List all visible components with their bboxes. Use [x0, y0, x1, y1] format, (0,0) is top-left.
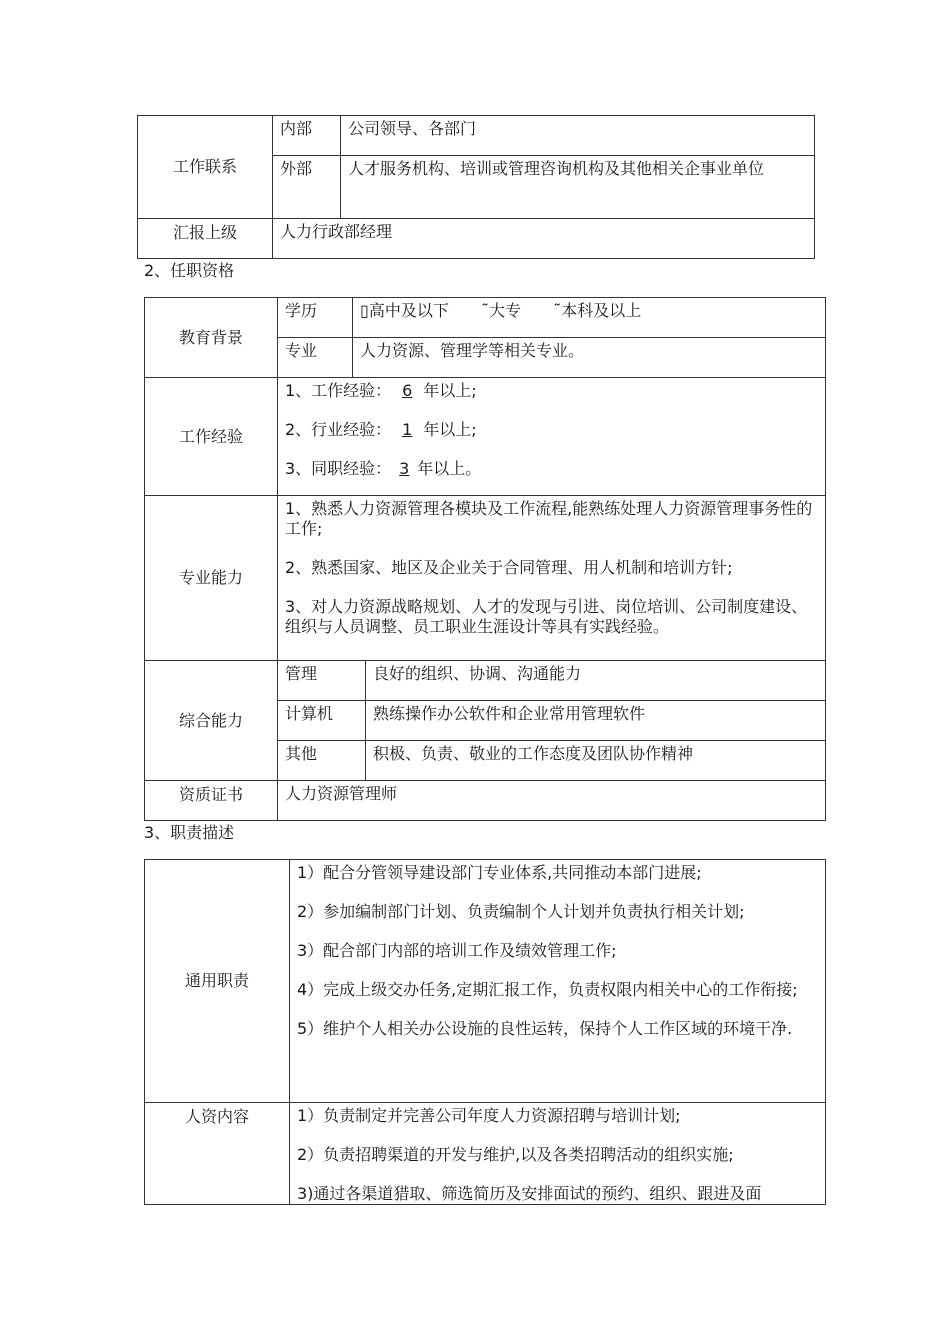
checkbox-icon: ˜: [553, 301, 562, 320]
comprehensive-row-value: 积极、负责、敬业的工作态度及团队协作精神: [366, 741, 826, 781]
major-label: 专业: [278, 338, 353, 378]
duty-item: 2）负责招聘渠道的开发与维护,以及各类招聘活动的组织实施;: [297, 1145, 734, 1164]
degree-option-3: 本科及以上: [561, 301, 642, 320]
hr-duties-label: 人资内容: [145, 1103, 290, 1205]
major-value: 人力资源、管理学等相关专业。: [353, 338, 826, 378]
external-value: 人才服务机构、培训或管理咨询机构及其他相关企事业单位: [341, 156, 815, 219]
checkbox-icon: ▯: [360, 301, 369, 320]
qualifications-table: [144, 297, 826, 821]
experience-item: 3、同职经验： 3 年以上。: [285, 459, 482, 478]
professional-label: 专业能力: [145, 496, 278, 661]
comprehensive-row-label: 计算机: [278, 701, 366, 741]
comprehensive-row-label: 管理: [278, 661, 366, 701]
contacts-label: 工作联系: [138, 116, 273, 219]
section3-heading: 3、职责描述: [144, 823, 235, 842]
comprehensive-row-label: 其他: [278, 741, 366, 781]
duty-item: 3）配合部门内部的培训工作及绩效管理工作;: [297, 941, 617, 960]
general-duties-label: 通用职责: [145, 860, 290, 1103]
degree-option-2: 大专: [489, 301, 522, 320]
professional-list: [278, 496, 826, 661]
duty-item: 3)通过各渠道猎取、筛选简历及安排面试的预约、组织、跟进及面: [297, 1184, 762, 1203]
duty-item: 1）配合分管领导建设部门专业体系,共同推动本部门进展;: [297, 863, 702, 882]
comprehensive-row-value: 良好的组织、协调、沟通能力: [366, 661, 826, 701]
duty-item: 5）维护个人相关办公设施的良性运转，保持个人工作区域的环境干净.: [297, 1019, 793, 1038]
duty-item: 1）负责制定并完善公司年度人力资源招聘与培训计划;: [297, 1106, 681, 1125]
experience-list: [278, 378, 826, 496]
professional-item: 2、熟悉国家、地区及企业关于合同管理、用人机制和培训方针;: [285, 558, 733, 577]
hr-duties-list: [290, 1103, 826, 1205]
duty-item: 2）参加编制部门计划、负责编制个人计划并负责执行相关计划;: [297, 902, 745, 921]
experience-item: 2、行业经验： 1 年以上;: [285, 420, 477, 439]
degree-label: 学历: [278, 298, 353, 338]
comprehensive-label: 综合能力: [145, 661, 278, 781]
experience-years: 3: [399, 459, 410, 478]
experience-label: 工作经验: [145, 378, 278, 496]
certificate-label: 资质证书: [145, 781, 278, 821]
internal-label: 内部: [273, 116, 341, 156]
external-label: 外部: [273, 156, 341, 219]
professional-item: 3、对人力资源战略规划、人才的发现与引进、岗位培训、公司制度建设、组织与人员调整、员工职业生涯设计等具有实践经验。: [285, 597, 808, 636]
report-label: 汇报上级: [138, 219, 273, 259]
experience-years: 6: [402, 381, 413, 400]
report-value: 人力行政部经理: [273, 219, 815, 259]
professional-item: 1、熟悉人力资源管理各模块及工作流程,能熟练处理人力资源管理事务性的工作;: [285, 499, 813, 538]
experience-item: 1、工作经验： 6 年以上;: [285, 381, 477, 400]
checkbox-icon: ˜: [481, 301, 490, 320]
comprehensive-row-value: 熟练操作办公软件和企业常用管理软件: [366, 701, 826, 741]
responsibilities-table: [144, 859, 826, 1205]
general-duties-list: [290, 860, 826, 1103]
degree-options: [353, 298, 826, 338]
certificate-value: 人力资源管理师: [278, 781, 826, 821]
section2-heading: 2、任职资格: [144, 261, 235, 280]
experience-years: 1: [402, 420, 413, 439]
contacts-table: [137, 115, 815, 259]
duty-item: 4）完成上级交办任务,定期汇报工作，负责权限内相关中心的工作衔接;: [297, 980, 798, 999]
degree-option-1: 高中及以下: [368, 301, 449, 320]
education-label: 教育背景: [145, 298, 278, 378]
internal-value: 公司领导、各部门: [341, 116, 815, 156]
